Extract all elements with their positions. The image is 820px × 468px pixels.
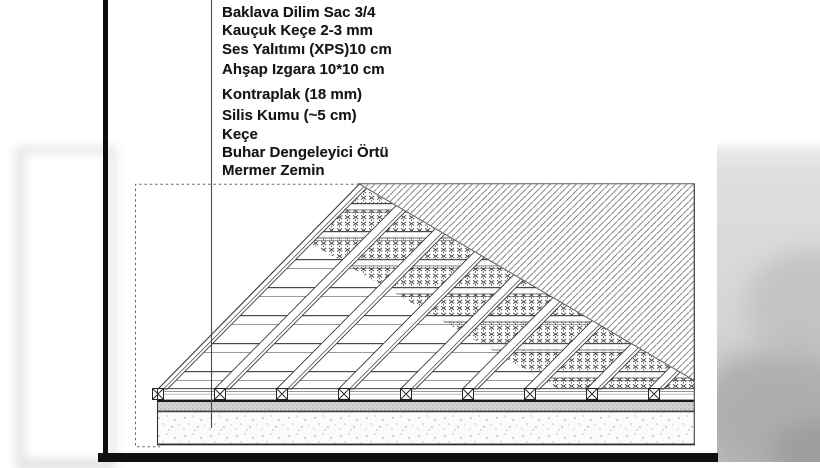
layer-label: Kauçuk Keçe 2-3 mm: [222, 21, 373, 40]
membrane-layer-edge: [158, 411, 695, 413]
layer-label: Silis Kumu (~5 cm): [222, 106, 357, 125]
layer-label: Ahşap Izgara 10*10 cm: [222, 60, 385, 79]
layer-label: Buhar Dengeleyici Örtü: [222, 143, 389, 162]
plywood-layer-edge: [158, 402, 695, 410]
layer-label: Mermer Zemin: [222, 161, 325, 180]
silica-sand-layer: [158, 412, 695, 444]
layer-label: Kontraplak (18 mm): [222, 85, 362, 104]
marble-floor-line: [158, 444, 695, 446]
felt-layer-edge: [158, 400, 695, 403]
layer-label: Ses Yalıtımı (XPS)10 cm: [222, 40, 392, 59]
layer-label: Keçe: [222, 125, 258, 144]
layer-label: Baklava Dilim Sac 3/4: [222, 3, 375, 22]
